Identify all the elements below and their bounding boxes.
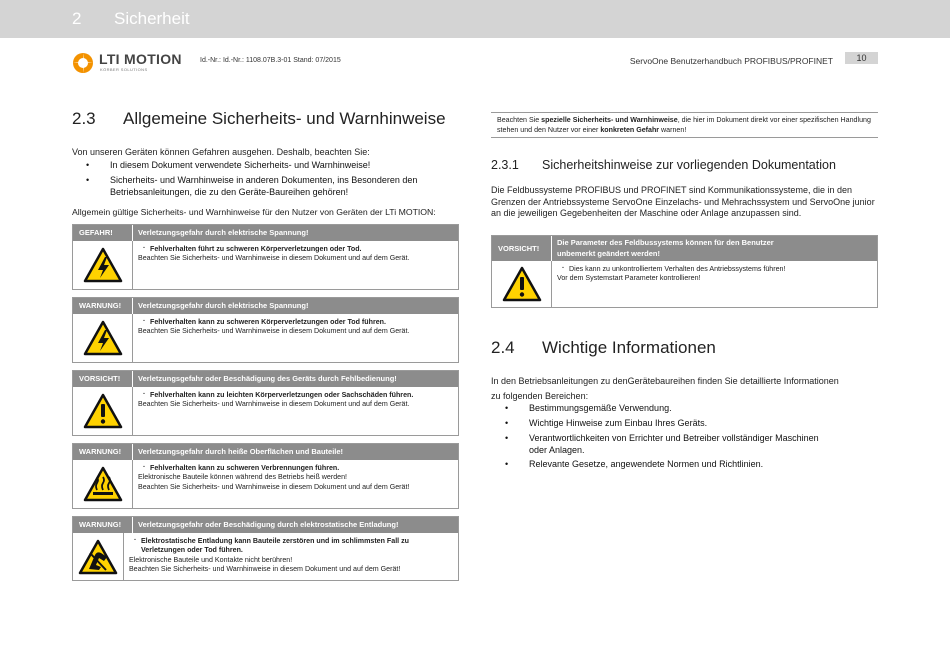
- signal-word: WARNUNG!: [73, 444, 133, 460]
- page-header: [72, 50, 878, 74]
- general-warning-icon: [492, 261, 552, 307]
- warning-title: Die Parameter des Feldbussystems können für den Benutzer: [557, 238, 774, 247]
- warning-header: [73, 517, 458, 533]
- warning-lead: · Dies kann zu unkontrolliertem Verhalten des Antriebssystems führen!: [557, 265, 785, 274]
- general-warning-icon: [73, 387, 133, 435]
- chapter-title: Sicherheit: [114, 9, 190, 28]
- note-text: , die hier im Dokument direkt vor einer spezifischen Handlung stehen und den Nutzer vor einer: [497, 116, 871, 134]
- note-text: Beachten Sie: [497, 116, 542, 124]
- warning-title: Verletzungsgefahr durch elektrische Spannung!: [138, 301, 309, 310]
- info-line: zu folgenden Bereichen:: [491, 391, 589, 401]
- warning-title: Verletzungsgefahr oder Beschädigung durch elektrostatische Entladung!: [138, 520, 399, 529]
- chapter-number: 2: [72, 9, 82, 28]
- list-item: • Relevante Gesetze, angewendete Normen und Richtlinien.: [491, 459, 878, 471]
- list-item: • Verantwortlichkeiten von Errichter und Betreiber vollständiger Maschinen oder Anlagen.: [491, 433, 831, 456]
- section-number: 2.3: [72, 109, 96, 128]
- warning-header: [492, 236, 877, 261]
- warning-line: Beachten Sie Sicherheits- und Warnhinweise in diesem Dokument und auf dem Gerät!: [128, 564, 401, 573]
- list-item: • Sicherheits- und Warnhinweise in anderen Dokumenten, ins Besonderen den Betriebsanleitungen, die zu den Geräte-Baureihen gehören!: [72, 175, 459, 198]
- warning-line: Elektronische Bauteile und Kontakte nicht berühren!: [128, 555, 293, 564]
- section-title: Wichtige Informationen: [542, 338, 716, 357]
- section-title: Allgemeine Sicherheits- und Warnhinweise: [123, 109, 446, 128]
- subsection-heading-2-3-1: [491, 158, 836, 172]
- page-number: 10: [845, 52, 878, 64]
- warning-line: Elektronische Bauteile können während des Betriebs heiß werden!: [138, 473, 347, 482]
- warning-box-hot-surface: [72, 443, 459, 509]
- chapter-bar: [0, 0, 950, 38]
- logo-brand-text: LTI MOTION: [99, 51, 182, 67]
- warning-lead: · Fehlverhalten kann zu schweren Körperverletzungen oder Tod führen.: [138, 318, 409, 327]
- signal-word: VORSICHT!: [73, 371, 133, 387]
- warning-line: Vor dem Systemstart Parameter kontrollieren!: [557, 274, 701, 283]
- info-text: [491, 374, 891, 404]
- hot-surface-icon: [73, 460, 133, 508]
- note-bold: konkreten Gefahr: [600, 126, 660, 134]
- warning-line: Beachten Sie Sicherheits- und Warnhinweise in diesem Dokument und auf dem Gerät.: [138, 400, 410, 409]
- warning-header: [73, 371, 458, 387]
- manual-title: ServoOne Benutzerhandbuch PROFIBUS/PROFINET: [629, 56, 833, 66]
- subsection-number: 2.3.1: [491, 158, 519, 172]
- warning-box-danger: [72, 224, 459, 290]
- warning-header: [73, 298, 458, 314]
- warning-line: Beachten Sie Sicherheits- und Warnhinweise in diesem Dokument und auf dem Gerät.: [138, 327, 410, 336]
- electric-hazard-icon: [73, 241, 133, 289]
- signal-word: WARNUNG!: [73, 298, 133, 314]
- subsection-text-part: Kommunikationssysteme, die in den Grenzen der Antriebssysteme ServoOne Einzelachs- und Mehrachssystem und ServoOne junior an die jeweiligen Gegebenheiten der Maschine oder Anlage anzupassen sind.: [491, 185, 875, 219]
- subsection-text: [491, 185, 878, 220]
- subsection-text-part: Die Feldbussysteme PROFIBUS und PROFINET sind: [491, 185, 708, 195]
- caution-box-parameters: [491, 235, 878, 308]
- warning-box-warning: [72, 297, 459, 363]
- subsection-title: Sicherheitshinweise zur vorliegenden Dokumentation: [542, 158, 836, 172]
- signal-word: WARNUNG!: [73, 517, 133, 533]
- warning-title: Verletzungsgefahr durch heiße Oberflächen und Bauteile!: [138, 447, 344, 456]
- general-note: Allgemein gültige Sicherheits- und Warnhinweise für den Nutzer von Geräten der LTi MOTION:: [72, 207, 436, 217]
- electric-hazard-icon: [73, 314, 133, 362]
- document-id: Id.-Nr.: Id.-Nr.: 1108.07B.3-01 Stand: 07/2015: [200, 57, 341, 64]
- signal-word: VORSICHT!: [492, 236, 552, 261]
- list-item: • In diesem Dokument verwendete Sicherheits- und Warnhinweise!: [72, 160, 459, 172]
- warning-title: Verletzungsgefahr durch elektrische Spannung!: [138, 228, 309, 237]
- warning-lead: · Fehlverhalten kann zu schweren Verbrennungen führen.: [138, 464, 409, 473]
- logo-mark-icon: [72, 52, 94, 74]
- special-warning-note: [491, 112, 878, 138]
- list-item: • Bestimmungsgemäße Verwendung.: [491, 403, 878, 415]
- section-heading-2-3: [72, 109, 446, 129]
- logo-sub-text: KÖRBER SOLUTIONS: [100, 67, 148, 72]
- warning-lead: · Elektrostatische Entladung kann Bauteile zerstören und im schlimmsten Fall zu Verletzungen oder Tod führen.: [129, 537, 454, 556]
- list-item: • Wichtige Hinweise zum Einbau Ihres Geräts.: [491, 418, 878, 430]
- signal-word: GEFAHR!: [73, 225, 133, 241]
- note-text: warnen!: [659, 126, 687, 134]
- warning-title: unbemerkt geändert werden!: [557, 248, 660, 258]
- warning-title: Verletzungsgefahr oder Beschädigung des Geräts durch Fehlbedienung!: [138, 374, 397, 383]
- info-line: In den Betriebsanleitungen zu denGerätebaureihen finden Sie detaillierte Informationen: [491, 376, 839, 386]
- warning-line: Beachten Sie Sicherheits- und Warnhinweise in diesem Dokument und auf dem Gerät!: [138, 482, 410, 491]
- warning-box-caution: [72, 370, 459, 436]
- warning-line: Beachten Sie Sicherheits- und Warnhinweise in diesem Dokument und auf dem Gerät.: [138, 254, 410, 263]
- section-heading-2-4: [491, 338, 716, 358]
- warning-header: [73, 225, 458, 241]
- note-bold: spezielle Sicherheits- und Warnhinweise: [541, 116, 678, 124]
- warning-box-esd: [72, 516, 459, 581]
- warning-lead: · Fehlverhalten kann zu leichten Körperverletzungen oder Sachschäden führen.: [138, 391, 413, 400]
- intro-text: Von unseren Geräten können Gefahren ausgehen. Deshalb, beachten Sie:: [72, 147, 370, 157]
- warning-lead: · Fehlverhalten führt zu schweren Körperverletzungen oder Tod.: [138, 245, 409, 254]
- warning-header: [73, 444, 458, 460]
- section-number: 2.4: [491, 338, 515, 357]
- esd-icon: [73, 533, 124, 580]
